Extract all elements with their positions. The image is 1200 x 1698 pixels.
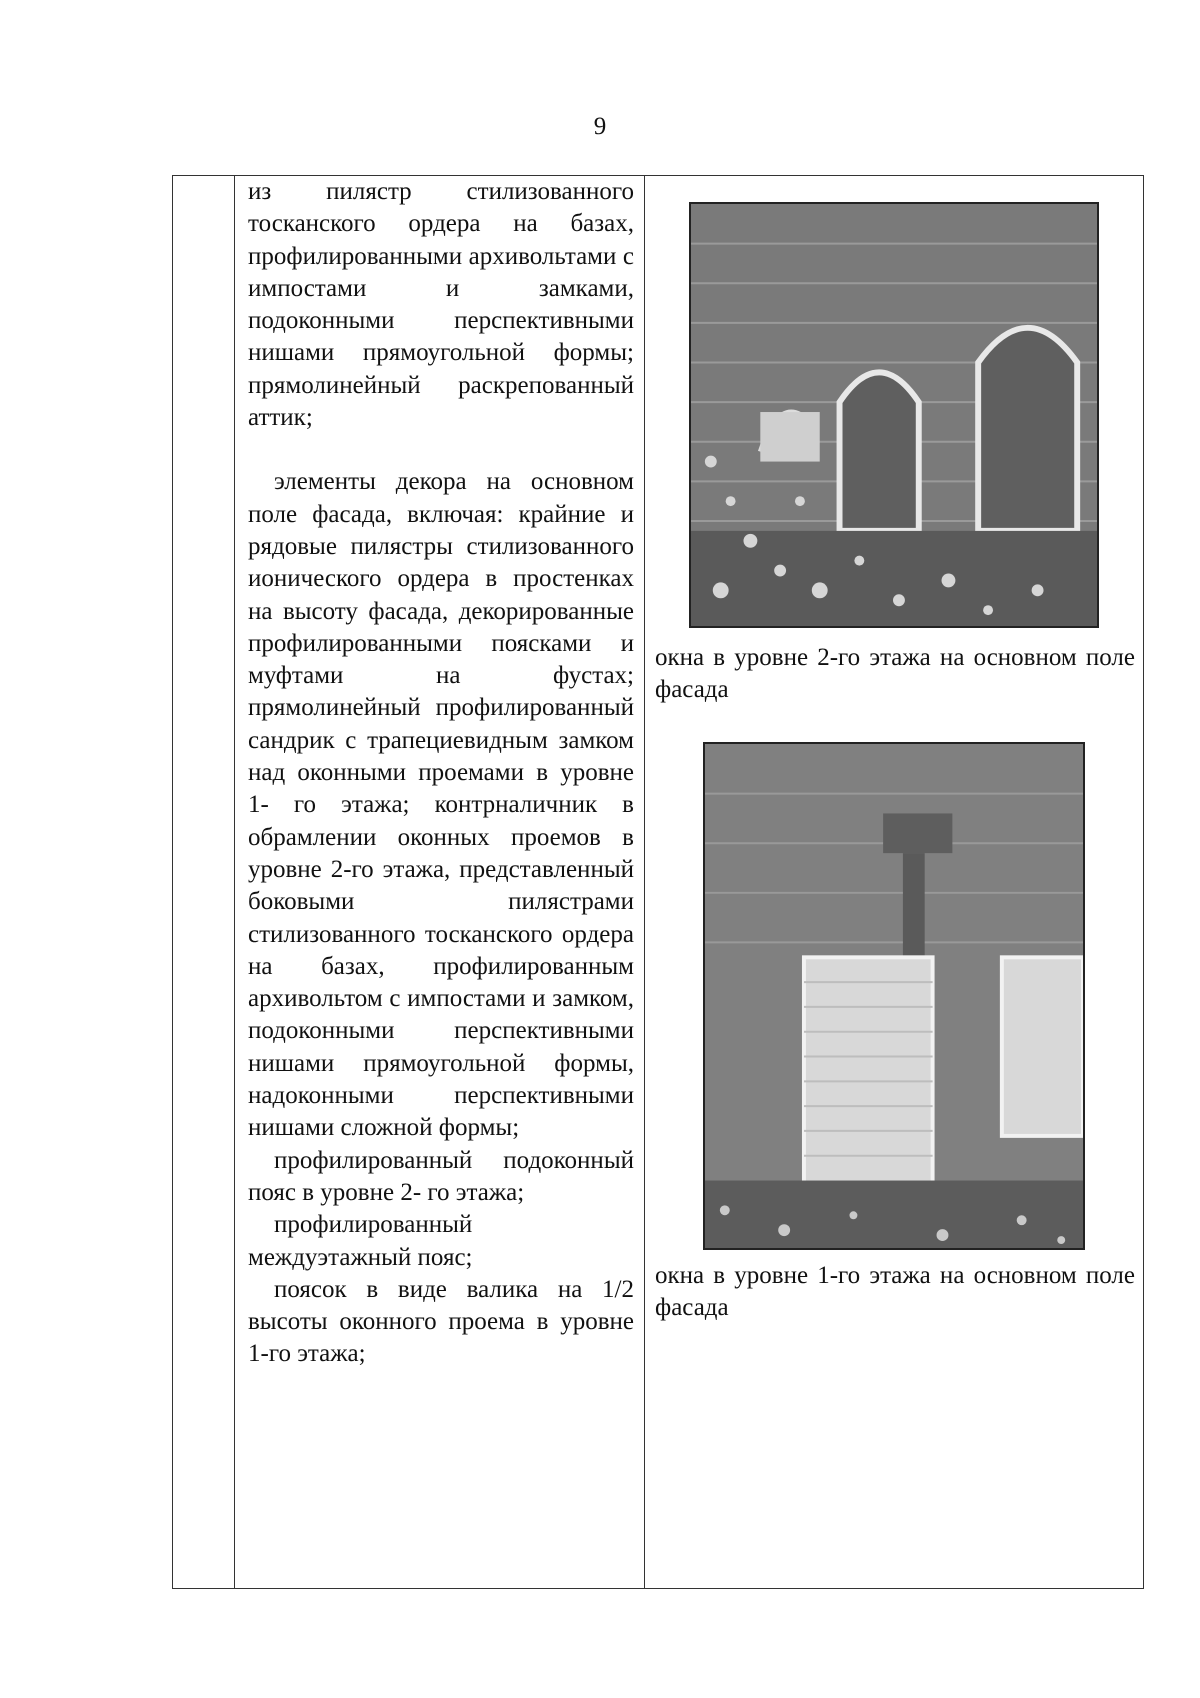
column-divider-1 [234, 176, 235, 1588]
column-divider-2 [644, 176, 645, 1588]
photo-caption: окна в уровне 2-го этажа на основном поле фасада [655, 644, 1135, 704]
content-table [172, 175, 1144, 1589]
description-paragraph: поясок в виде валика на 1/2 высоты оконного проема в уровне 1-го этажа; [248, 1275, 634, 1368]
photo-caption: окна в уровне 1-го этажа на основном поле фасада [655, 1262, 1135, 1322]
description-paragraph: элементы декора на основном поле фасада, включая: крайние и рядовые пилястры стилизованного ионического ордера в простенках на высоту фасада, декорированные профилированными поясками и муфтами на фустах; прямолинейный профилированный сандрик с трапециевидным замком над оконными проемами в уровне 1- го этажа; контрналичник в обрамлении оконных проемов в уровне 2-го этажа, представленный боковыми пилястрами стилизованного тосканского ордера на базах, профилированным архивольтом с импостами и замком, подоконными перспективными нишами прямоугольной формы, надоконными перспективными нишами сложной формы; [248, 468, 634, 1142]
description-column [248, 176, 634, 1371]
photo-second-floor-windows [689, 202, 1099, 628]
description-paragraph: профилированный междуэтажный пояс; [248, 1211, 473, 1271]
page-number: 9 [593, 113, 607, 140]
photo-first-floor-windows [703, 742, 1085, 1250]
description-paragraph: профилированный подоконный пояс в уровне 2- го этажа; [248, 1146, 634, 1206]
description-paragraph: из пилястр стилизованного тосканского ордера на базах, профилированными архивольтами с импостами и замками, подоконными перспективными нишами прямоугольной формы; прямолинейный раскрепованный аттик; [248, 178, 634, 432]
